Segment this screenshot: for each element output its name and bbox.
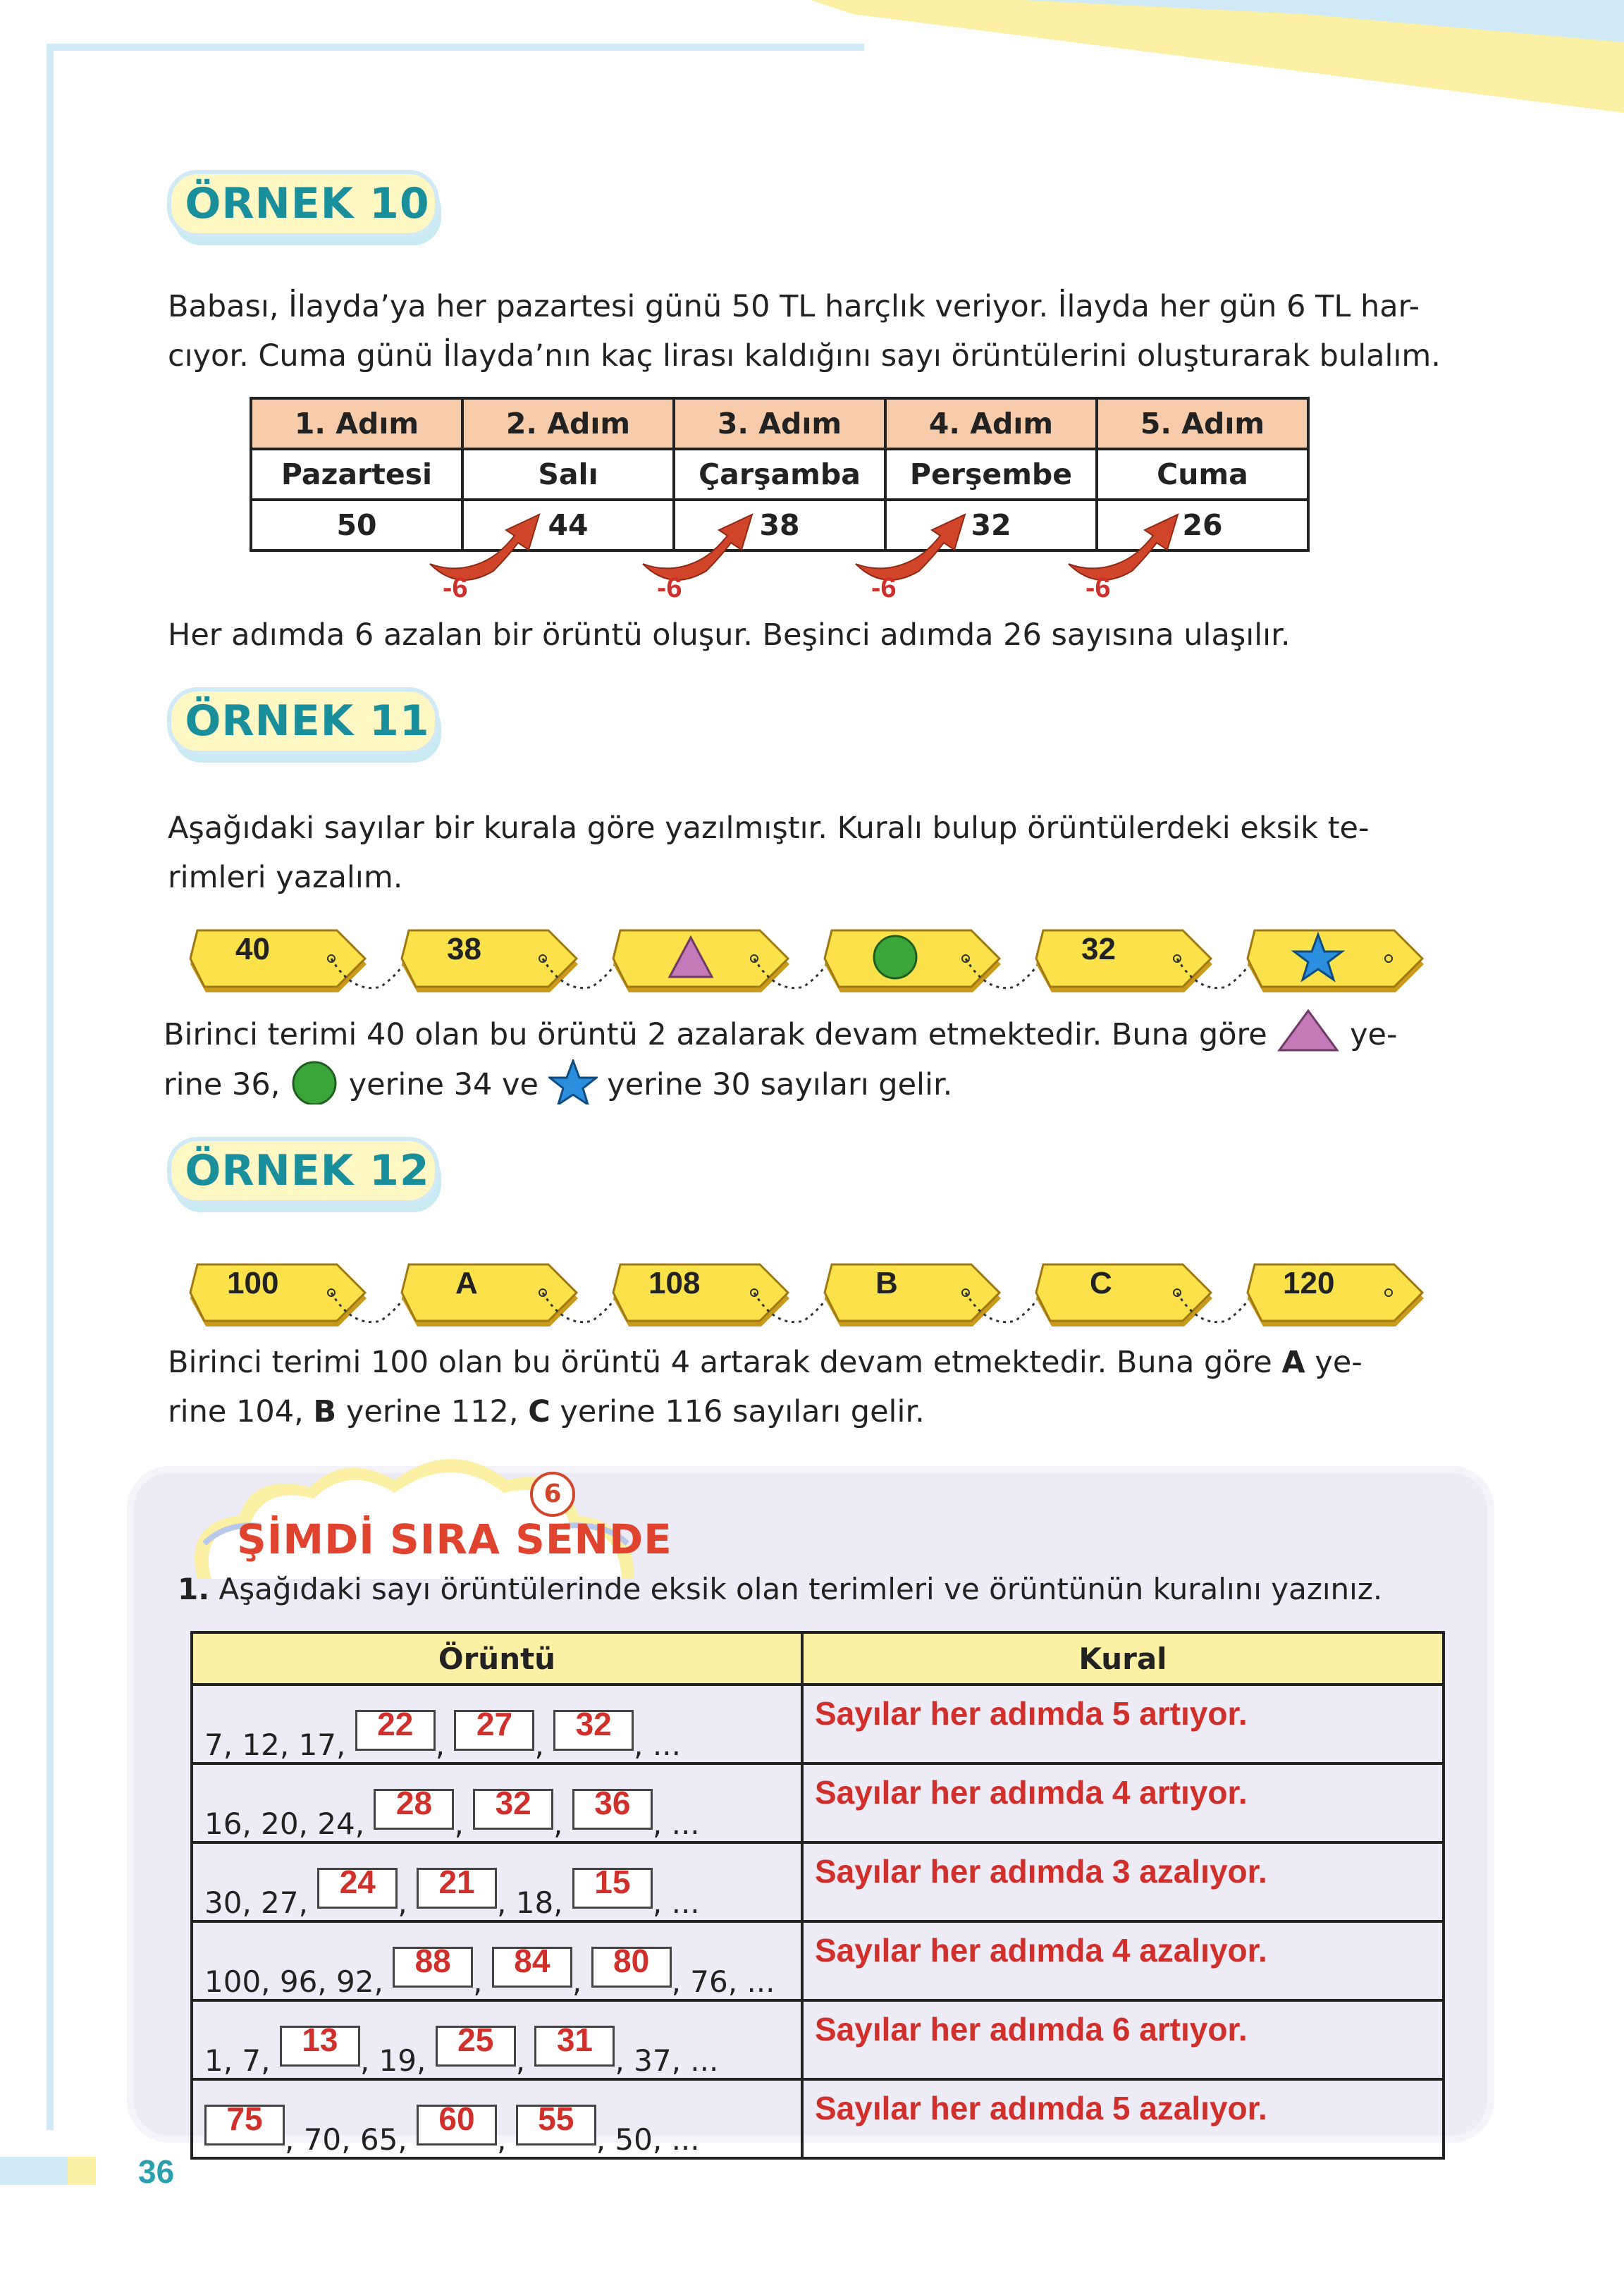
ornek-12-badge — [166, 1133, 448, 1218]
pattern-text: 30, 27, — [204, 1885, 308, 1920]
ornek-10-label: ÖRNEK 10 — [185, 179, 430, 228]
text-span: yerine 112, — [336, 1394, 529, 1429]
rule-text: Sayılar her adımda 5 azalıyor. — [815, 2090, 1267, 2126]
pattern-text: , — [435, 1728, 445, 1762]
pattern-text: , — [473, 1964, 483, 1999]
value-cell: 44 — [462, 500, 674, 550]
tag-star — [1248, 930, 1424, 992]
value-cell: 26 — [1097, 500, 1308, 550]
page-frame-top — [47, 44, 864, 51]
answer-box[interactable] — [417, 2100, 497, 2146]
pattern-cell — [192, 2000, 802, 2079]
table-row — [192, 1685, 1444, 1763]
answer-value: 55 — [538, 2100, 574, 2137]
rule-text: Sayılar her adımda 3 azalıyor. — [815, 1853, 1267, 1890]
text-line: cıyor. Cuma günü İlayda’nın kaç lirası kaldığını sayı örüntülerini oluşturarak bulalım. — [168, 338, 1441, 374]
text-line — [164, 1008, 1460, 1059]
rule-cell — [802, 2000, 1444, 2079]
answer-box[interactable] — [553, 1706, 634, 1751]
answer-box[interactable] — [572, 1864, 653, 1909]
answer-value: 32 — [495, 1785, 531, 1821]
simdi-title: ŞİMDİ SIRA SENDE — [237, 1515, 672, 1563]
tag-b — [825, 1264, 1001, 1326]
text-span: ye- — [1350, 1017, 1398, 1052]
text-span: Birinci terimi 40 olan bu örüntü 2 azalarak devam etmektedir. Buna göre — [164, 1017, 1267, 1052]
answer-value: 13 — [302, 2021, 338, 2058]
step-arrows — [395, 507, 1241, 592]
rule-text: Sayılar her adımda 5 artıyor. — [815, 1695, 1248, 1732]
text-line: rimleri yazalım. — [168, 860, 403, 895]
rule-cell — [802, 1763, 1444, 1842]
answer-value: 80 — [613, 1943, 650, 1979]
pattern-tags-11 — [183, 916, 1452, 1008]
text-line — [164, 1059, 1460, 1109]
col-rule-header: Kural — [802, 1632, 1444, 1685]
text-span: ye- — [1305, 1345, 1362, 1380]
pattern-text: , ... — [634, 1728, 681, 1762]
pattern-text: 100, 96, 92, — [204, 1964, 383, 1999]
star-icon — [548, 1059, 598, 1104]
rule-cell — [802, 2079, 1444, 2158]
question-number: 1. — [178, 1572, 210, 1606]
pattern-text: , — [454, 1806, 464, 1841]
question-text: Aşağıdaki sayı örüntülerinde eksik olan terimleri ve örüntünün kuralını yazınız. — [219, 1572, 1383, 1606]
pattern-text: , 76, ... — [671, 1964, 775, 1999]
day-cell: Perşembe — [885, 449, 1097, 500]
answer-value: 21 — [438, 1864, 475, 1900]
text-bold: B — [313, 1394, 337, 1429]
text-line — [168, 1387, 1362, 1436]
pattern-text: , — [497, 2122, 507, 2157]
step-cell: 5. Adım — [1097, 398, 1308, 449]
answer-box[interactable] — [280, 2021, 360, 2067]
text-line: Babası, İlayda’ya her pazartesi günü 50 TL harçlık veriyor. İlayda her gün 6 TL har- — [168, 289, 1420, 324]
answer-value: 22 — [377, 1706, 414, 1742]
pattern-text: , 18, — [497, 1885, 563, 1920]
tag-38 — [402, 930, 578, 992]
page-number: 36 — [138, 2153, 175, 2190]
footer-bar-yellow — [68, 2157, 96, 2185]
answer-value: 24 — [339, 1864, 376, 1900]
tag-label: C — [1090, 1266, 1112, 1300]
pattern-text: , ... — [652, 1885, 700, 1920]
answer-value: 27 — [476, 1706, 513, 1742]
rule-text: Sayılar her adımda 6 artıyor. — [815, 2011, 1248, 2048]
answer-box[interactable] — [317, 1864, 398, 1909]
answer-value: 60 — [438, 2100, 475, 2137]
pattern-cell — [192, 1921, 802, 2000]
day-cell: Çarşamba — [674, 449, 885, 500]
badge-number: 6 — [530, 1472, 575, 1517]
tag-label: 32 — [1081, 932, 1116, 966]
minus-label: -6 — [443, 572, 468, 603]
answer-box[interactable] — [516, 2100, 596, 2146]
pattern-tags-12 — [183, 1250, 1452, 1342]
pattern-text: 7, 12, 17, — [204, 1728, 346, 1762]
pattern-rule-table — [190, 1631, 1445, 2160]
answer-box[interactable] — [572, 1785, 653, 1830]
text-span: rine 36, — [164, 1067, 281, 1102]
ornek-11-badge — [166, 684, 448, 768]
table-row — [192, 1921, 1444, 2000]
table-row — [192, 2079, 1444, 2158]
pattern-text: , 37, ... — [615, 2043, 719, 2078]
text-span: Birinci terimi 100 olan bu örüntü 4 artarak devam etmektedir. Buna göre — [168, 1345, 1282, 1380]
minus-label: -6 — [657, 572, 682, 603]
tag-label: 40 — [235, 932, 270, 966]
table-row — [192, 1842, 1444, 1921]
arrow-icon — [1069, 515, 1178, 580]
tag-label: B — [875, 1266, 898, 1300]
tag-c — [1036, 1264, 1212, 1326]
table-row — [192, 2000, 1444, 2079]
minus-label: -6 — [871, 572, 897, 603]
triangle-icon — [1277, 1008, 1340, 1053]
tag-120 — [1248, 1264, 1424, 1326]
table-row — [192, 1763, 1444, 1842]
col-pattern-header: Örüntü — [192, 1632, 802, 1685]
tag-label: 38 — [447, 932, 481, 966]
pattern-cell — [192, 1685, 802, 1763]
ornek-12-label: ÖRNEK 12 — [185, 1146, 430, 1195]
day-cell: Salı — [462, 449, 674, 500]
tag-32 — [1036, 930, 1212, 992]
corner-decoration — [811, 0, 1624, 141]
step-cell: 2. Adım — [462, 398, 674, 449]
day-cell: Pazartesi — [251, 449, 462, 500]
ornek-11-label: ÖRNEK 11 — [185, 696, 430, 746]
answer-value: 32 — [575, 1706, 612, 1742]
answer-value: 31 — [556, 2021, 593, 2058]
text-span: yerine 34 ve — [348, 1067, 539, 1102]
tag-40 — [190, 930, 367, 992]
pattern-cell — [192, 1763, 802, 1842]
answer-value: 15 — [594, 1864, 631, 1900]
text-span: yerine 30 sayıları gelir. — [607, 1067, 953, 1102]
answer-box[interactable] — [492, 1943, 572, 1988]
answer-value: 88 — [414, 1943, 451, 1979]
rule-cell — [802, 1842, 1444, 1921]
day-cell: Cuma — [1097, 449, 1308, 500]
tag-circle — [825, 930, 1001, 992]
pattern-text: , — [398, 1885, 407, 1920]
text-span: rine 104, — [168, 1394, 314, 1429]
pattern-cell — [192, 1842, 802, 1921]
tag-label: 108 — [648, 1266, 701, 1300]
value-cell: 50 — [251, 500, 462, 550]
answer-box[interactable] — [591, 1943, 672, 1988]
arrow-icon — [856, 515, 965, 580]
answer-value: 75 — [226, 2100, 263, 2137]
tag-triangle — [613, 930, 789, 992]
value-cell: 38 — [674, 500, 885, 550]
rule-cell — [802, 1685, 1444, 1763]
pattern-text: , ... — [652, 1806, 700, 1841]
page-frame-left — [47, 44, 54, 2130]
rule-text: Sayılar her adımda 4 artıyor. — [815, 1774, 1248, 1811]
text-bold: C — [528, 1394, 550, 1429]
text-line — [168, 1338, 1362, 1387]
tag-label: 100 — [227, 1266, 279, 1300]
step-cell: 4. Adım — [885, 398, 1097, 449]
circle-icon — [874, 936, 916, 978]
ornek-10-badge — [166, 166, 448, 251]
answer-value: 84 — [514, 1943, 550, 1979]
text-span: yerine 116 sayıları gelir. — [550, 1394, 925, 1429]
pattern-text: , 50, ... — [596, 2122, 700, 2157]
value-cell: 32 — [885, 500, 1097, 550]
answer-box[interactable] — [436, 2021, 516, 2067]
pattern-text: , — [572, 1964, 582, 1999]
pattern-text: 1, 7, — [204, 2043, 271, 2078]
tag-label: A — [455, 1266, 478, 1300]
arrow-icon — [643, 515, 752, 580]
pattern-text: , — [534, 1728, 544, 1762]
tag-108 — [613, 1264, 789, 1326]
question — [178, 1572, 1382, 1606]
answer-box[interactable] — [417, 1864, 497, 1909]
footer-bar-blue — [0, 2157, 68, 2185]
answer-value: 36 — [594, 1785, 631, 1821]
answer-box[interactable] — [204, 2100, 285, 2146]
text-bold: A — [1281, 1345, 1305, 1380]
pattern-text: , — [553, 1806, 563, 1841]
tag-label: 120 — [1283, 1266, 1335, 1300]
pattern-text: , 19, — [359, 2043, 426, 2078]
ornek-11-explanation — [164, 1008, 1460, 1109]
pattern-cell — [192, 2079, 802, 2158]
step-cell: 3. Adım — [674, 398, 885, 449]
arrow-icon — [430, 515, 539, 580]
minus-label: -6 — [1085, 572, 1111, 603]
rule-cell — [802, 1921, 1444, 2000]
ornek-10-text — [168, 282, 1441, 381]
rule-text: Sayılar her adımda 4 azalıyor. — [815, 1932, 1267, 1969]
circle-icon — [290, 1059, 339, 1104]
answer-box[interactable] — [393, 1943, 473, 1988]
step-cell: 1. Adım — [251, 398, 462, 449]
answer-box[interactable] — [534, 2021, 615, 2067]
ornek-12-explanation — [168, 1338, 1362, 1436]
pattern-text: 16, 20, 24, — [204, 1806, 365, 1841]
tag-a — [402, 1264, 578, 1326]
answer-box[interactable] — [374, 1785, 454, 1830]
pattern-text: , — [515, 2043, 526, 2078]
answer-box[interactable] — [454, 1706, 534, 1751]
text-line: Aşağıdaki sayılar bir kurala göre yazılmıştır. Kuralı bulup örüntülerdeki eksik te- — [168, 811, 1370, 846]
answer-box[interactable] — [355, 1706, 436, 1751]
ornek-11-text — [168, 804, 1370, 902]
answer-value: 25 — [457, 2021, 494, 2058]
ornek-10-conclusion: Her adımda 6 azalan bir örüntü oluşur. Beşinci adımda 26 sayısına ulaşılır. — [168, 617, 1291, 653]
pattern-text: , 70, 65, — [285, 2122, 407, 2157]
answer-value: 28 — [395, 1785, 433, 1821]
answer-box[interactable] — [473, 1785, 553, 1830]
